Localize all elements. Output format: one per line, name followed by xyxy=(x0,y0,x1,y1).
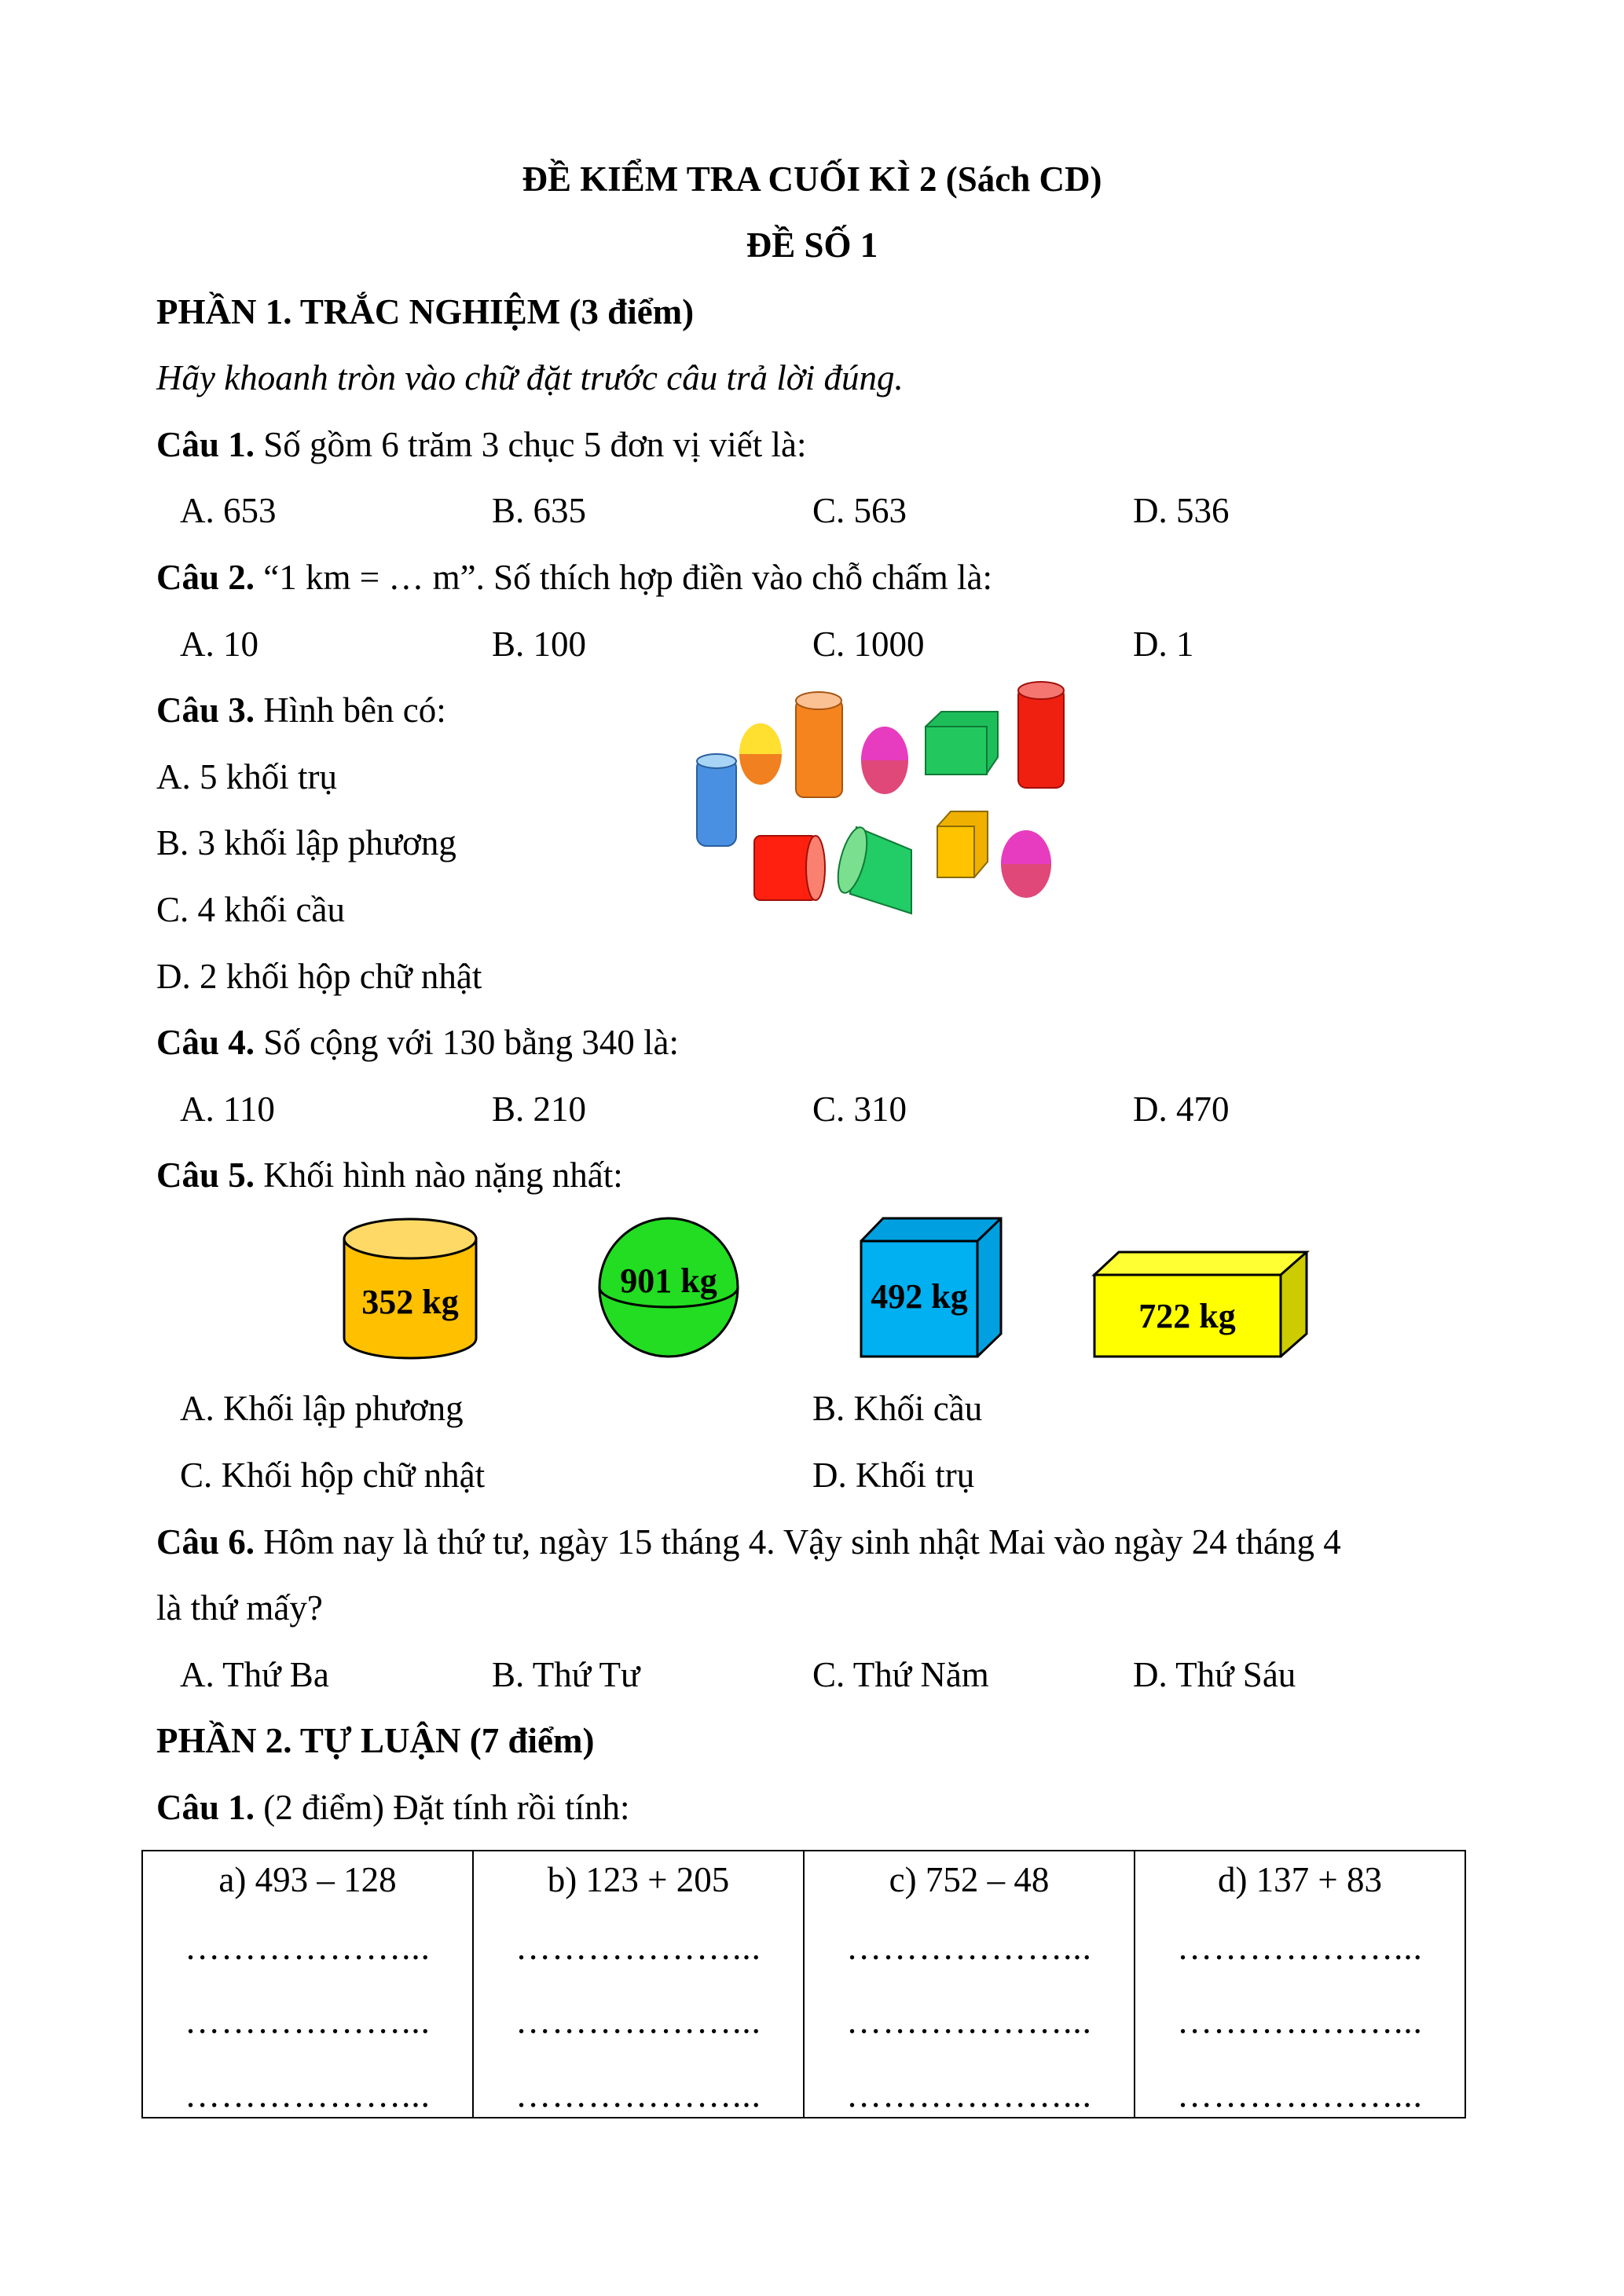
option-c[interactable]: C. Thứ Năm xyxy=(812,1655,989,1694)
answer-line: ………………... xyxy=(185,2001,431,2041)
question-text: Hôm nay là thứ tư, ngày 15 tháng 4. Vậy sinh nhật Mai vào ngày 24 tháng 4 xyxy=(255,1522,1341,1562)
option-b[interactable]: B. 635 xyxy=(492,491,587,530)
option-d[interactable]: D. 536 xyxy=(1133,491,1230,530)
option-b[interactable]: B. 3 khối lập phương xyxy=(156,823,456,862)
calc-title: d) 137 + 83 xyxy=(1217,1860,1383,1899)
instruction: Hãy khoanh tròn vào chữ đặt trước câu trả lời đúng. xyxy=(156,358,904,397)
cylinder-weight xyxy=(344,1219,476,1358)
page-title: ĐỀ KIỂM TRA CUỐI KÌ 2 (Sách CD) xyxy=(522,159,1102,199)
question-text: Hình bên có: xyxy=(255,690,446,730)
option-a[interactable]: A. 5 khối trụ xyxy=(156,757,337,796)
calc-title: c) 752 – 48 xyxy=(889,1860,1050,1899)
calc-title: b) 123 + 205 xyxy=(547,1860,730,1899)
option-c[interactable]: C. 310 xyxy=(812,1089,907,1129)
question-text: (2 điểm) Đặt tính rồi tính: xyxy=(255,1788,630,1827)
answer-line: ………………... xyxy=(515,1928,761,1967)
weight-label: 722 kg xyxy=(1138,1297,1236,1335)
option-b[interactable]: B. 100 xyxy=(492,624,587,664)
option-c[interactable]: C. Khối hộp chữ nhật xyxy=(180,1456,486,1495)
option-a[interactable]: A. 10 xyxy=(180,624,258,664)
answer-line: ………………... xyxy=(515,2001,761,2041)
option-b[interactable]: B. 210 xyxy=(492,1089,587,1129)
weight-label: 492 kg xyxy=(871,1277,968,1316)
question-label: Câu 1. xyxy=(156,425,255,464)
red-cylinder-lying xyxy=(754,836,825,900)
question-text: Khối hình nào nặng nhất: xyxy=(255,1155,623,1195)
answer-line: ………………... xyxy=(185,1928,431,1967)
option-d[interactable]: D. Khối trụ xyxy=(812,1456,975,1495)
green-cylinder-tilted xyxy=(832,825,911,914)
sphere-weight xyxy=(599,1218,738,1357)
answer-line: ………………... xyxy=(515,2075,761,2115)
part1-heading: PHẦN 1. TRẮC NGHIỆM (3 điểm) xyxy=(156,292,695,331)
question-text: Số cộng với 130 bằng 340 là: xyxy=(255,1023,680,1062)
option-d[interactable]: D. 1 xyxy=(1133,624,1194,664)
pink-sphere xyxy=(861,727,908,794)
question-label: Câu 3. xyxy=(156,690,255,730)
answer-line: ………………... xyxy=(1177,2001,1423,2041)
yellow-cube xyxy=(937,811,988,877)
red-cylinder-standing xyxy=(1018,682,1064,788)
answer-line: ………………... xyxy=(1177,2075,1423,2115)
weight-label: 352 kg xyxy=(361,1283,459,1321)
question-label: Câu 4. xyxy=(156,1023,255,1062)
calc-title: a) 493 – 128 xyxy=(218,1860,397,1899)
question-label: Câu 6. xyxy=(156,1522,255,1562)
option-d[interactable]: D. 470 xyxy=(1133,1089,1230,1129)
cube-weight xyxy=(861,1218,1001,1357)
page-subtitle: ĐỀ SỐ 1 xyxy=(746,225,878,265)
yellow-orange-sphere xyxy=(739,723,782,785)
question-label: Câu 1. xyxy=(156,1788,255,1827)
option-c[interactable]: C. 563 xyxy=(812,491,907,530)
option-a[interactable]: A. 110 xyxy=(180,1089,275,1129)
answer-line: ………………... xyxy=(185,2075,431,2115)
question-label: Câu 5. xyxy=(156,1155,255,1195)
part2-heading: PHẦN 2. TỰ LUẬN (7 điểm) xyxy=(156,1721,595,1760)
option-a[interactable]: A. Khối lập phương xyxy=(180,1389,464,1428)
question-6-continued: là thứ mấy? xyxy=(156,1588,323,1628)
option-a[interactable]: A. Thứ Ba xyxy=(180,1655,329,1694)
blue-cylinder xyxy=(697,754,736,846)
option-c[interactable]: C. 1000 xyxy=(812,624,925,664)
box-weight xyxy=(1094,1252,1307,1357)
option-d[interactable]: D. Thứ Sáu xyxy=(1133,1655,1296,1694)
answer-line: ………………... xyxy=(846,1928,1092,1967)
answer-line: ………………... xyxy=(846,2075,1092,2115)
orange-cylinder xyxy=(796,692,842,797)
option-b[interactable]: B. Khối cầu xyxy=(812,1389,983,1428)
option-a[interactable]: A. 653 xyxy=(180,491,277,530)
question-text: Số gồm 6 trăm 3 chục 5 đơn vị viết là: xyxy=(255,425,807,464)
option-d[interactable]: D. 2 khối hộp chữ nhật xyxy=(156,957,482,996)
option-c[interactable]: C. 4 khối cầu xyxy=(156,890,345,929)
question-label: Câu 2. xyxy=(156,558,255,597)
question-text: “1 km = … m”. Số thích hợp điền vào chỗ chấm là: xyxy=(255,558,993,597)
green-box xyxy=(926,712,998,774)
option-b[interactable]: B. Thứ Tư xyxy=(492,1655,640,1694)
weight-label: 901 kg xyxy=(620,1262,717,1300)
answer-line: ………………... xyxy=(1177,1928,1423,1967)
pink-sphere-2 xyxy=(1001,830,1051,898)
answer-line: ………………... xyxy=(846,2001,1092,2041)
